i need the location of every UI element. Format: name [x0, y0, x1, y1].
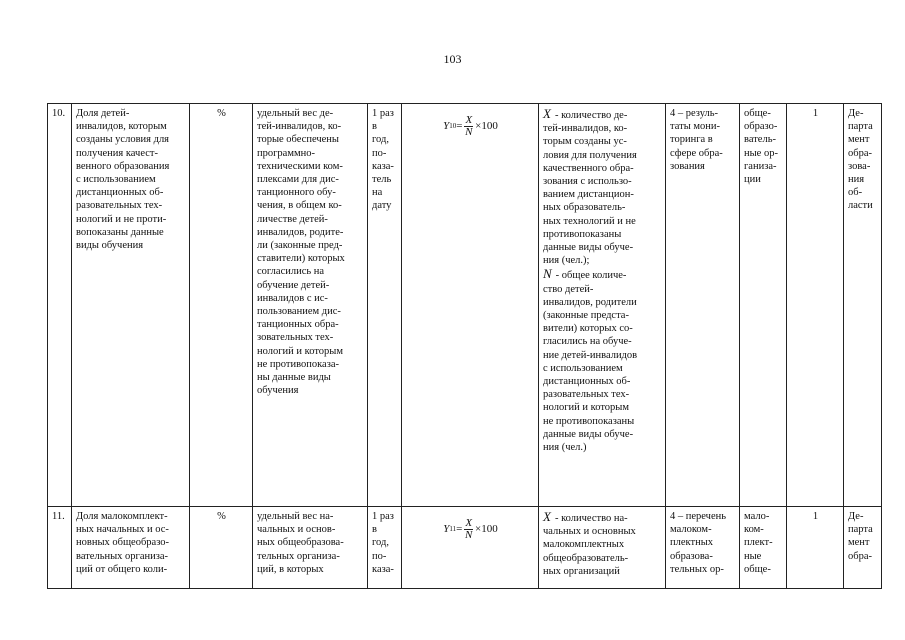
text-line: ные [744, 550, 762, 562]
scope [740, 104, 787, 507]
text-line: зования с использо- [543, 176, 632, 188]
text-line: ганиза- [744, 160, 777, 172]
text-line: ных технологий и не [543, 215, 636, 227]
text-line: с использованием [543, 362, 623, 374]
text-line: парта [848, 524, 873, 536]
text-line: малокомплектных [543, 539, 625, 551]
text-line: танционных обра- [257, 319, 339, 331]
text-line: ных общеобразова- [257, 537, 344, 549]
text-line: разовательных тех- [76, 200, 163, 212]
variable-x-head [543, 510, 662, 525]
text-line: созданы условия для [76, 134, 170, 146]
text-line: ния (чел.); [543, 255, 590, 267]
text-line: качественного обра- [543, 162, 634, 174]
text-line: обще- [744, 563, 771, 575]
text-line: в [372, 524, 377, 536]
fraction-numerator: X [465, 517, 473, 529]
text-line: - количество на- [554, 513, 628, 524]
text-line: ласти [848, 200, 873, 212]
text-line: тельных ор- [670, 563, 724, 575]
code: 1 [787, 104, 844, 507]
formula [406, 518, 535, 541]
text-line: ные ор- [744, 147, 778, 159]
text-line: образова- [670, 550, 713, 562]
text-line: мент [848, 134, 870, 146]
data-source [666, 507, 740, 589]
text-line: об- [848, 187, 863, 199]
variable-x-symbol: X [543, 509, 551, 524]
text-line: получения качест- [76, 147, 158, 159]
text-line: 1 раз [372, 108, 394, 119]
text-line: обучение детей- [257, 279, 330, 291]
text-line: ватель- [744, 134, 776, 146]
text-line: чальных и основных [543, 526, 636, 538]
text-line: ных начальных и ос- [76, 524, 169, 536]
text-line: ство детей- [543, 283, 594, 295]
text-line: нологий и не проти- [76, 213, 167, 225]
text-line: данные виды обуче- [543, 428, 634, 440]
text-line: Доля малокомплект- [76, 511, 168, 522]
text-line: ния [848, 174, 865, 186]
text-line: инвалидов, родите- [257, 226, 344, 238]
text-line: дату [372, 200, 392, 212]
indicator-name [72, 104, 190, 507]
formula-multiplier: ×100 [475, 522, 498, 535]
text-line: личестве детей- [257, 213, 328, 225]
text-line: сфере обра- [670, 147, 723, 159]
text-line: торые обеспечены [257, 134, 339, 146]
text-line: нологий и которым [543, 402, 629, 414]
text-line: обра- [848, 550, 872, 562]
variable-n-head [543, 267, 662, 282]
text-line: пользованием дис- [257, 306, 341, 318]
text-line: по- [372, 147, 387, 159]
text-line: новных общеобразо- [76, 537, 170, 549]
text-line: противопоказаны [543, 228, 622, 240]
text-line: обра- [848, 147, 872, 159]
text-line: Де- [848, 511, 864, 522]
unit: % [190, 104, 253, 507]
data-source [666, 104, 740, 507]
text-line: зова- [848, 160, 871, 172]
text-line: инвалидов с ис- [257, 292, 328, 304]
text-line: ставители) которых [257, 253, 345, 265]
text-line: танционного обу- [257, 187, 336, 199]
text-line: обучения [257, 385, 299, 397]
formula-cell [402, 507, 539, 589]
variable-n-symbol: N [543, 266, 552, 282]
variable-x-head [543, 107, 662, 122]
text-line: чения, в общем ко- [257, 200, 342, 212]
text-line: Де- [848, 108, 864, 119]
formula [406, 115, 535, 138]
text-line: каза- [372, 160, 394, 172]
variables-description [539, 507, 666, 589]
formula-cell [402, 104, 539, 507]
text-line: год, [372, 134, 389, 146]
text-line: зовательных тех- [257, 332, 334, 344]
responsible [844, 104, 882, 507]
text-line: ций, в которых [257, 563, 324, 575]
text-line: инвалидов, которым [76, 121, 167, 133]
fraction-denominator: N [465, 126, 473, 138]
text-line: ком- [744, 524, 764, 536]
table-row [48, 104, 882, 507]
indicator-definition [253, 507, 368, 589]
text-line: образо- [744, 121, 778, 133]
text-line: дистанционных об- [543, 376, 631, 388]
text-line: по- [372, 550, 387, 562]
text-line: ных образователь- [543, 202, 626, 214]
text-line: ванием дистанцион- [543, 189, 634, 201]
variable-x-symbol: X [543, 106, 551, 121]
row-number: 11. [48, 507, 72, 589]
text-line: торинга в [670, 134, 713, 146]
indicator-name [72, 507, 190, 589]
text-line: 4 – резуль- [670, 108, 719, 119]
text-line: ловия для получения [543, 149, 637, 161]
text-line: зования [670, 160, 705, 172]
text-line: согласились на [257, 266, 325, 278]
text-line: торым созданы ус- [543, 136, 627, 148]
unit: % [190, 507, 253, 589]
page-number: 103 [443, 52, 462, 66]
text-line: удельный вес на- [257, 511, 334, 522]
formula-fraction [464, 518, 473, 541]
text-line: каза- [372, 563, 394, 575]
fraction-numerator: X [465, 114, 473, 126]
text-line: с использованием [76, 174, 156, 186]
text-line: инвалидов, родители [543, 296, 637, 308]
text-line: плектных [670, 537, 713, 549]
text-line: - количество де- [554, 110, 628, 121]
formula-fraction [464, 115, 473, 138]
formula-equals: = [456, 522, 463, 535]
text-line: плект- [744, 537, 773, 549]
text-line: удельный вес де- [257, 108, 334, 119]
text-line: таты мони- [670, 121, 721, 133]
text-line: вательных организа- [76, 550, 169, 562]
text-line: Доля детей- [76, 108, 130, 119]
text-line: венного образования [76, 160, 170, 172]
text-line: общеобразователь- [543, 552, 629, 564]
text-line: чальных и основ- [257, 524, 336, 536]
text-line: на [372, 187, 383, 199]
text-line: ние детей-инвалидов [543, 349, 638, 361]
text-line: плексами для дис- [257, 174, 339, 186]
text-line: техническими ком- [257, 160, 343, 172]
text-line: (законные предста- [543, 310, 629, 322]
formula-subscript: 10 [449, 121, 457, 130]
formula-lhs: Y [443, 522, 450, 535]
text-line: данные виды обуче- [543, 242, 634, 254]
text-line: не противопоказаны [543, 415, 635, 427]
formula-lhs: Y [443, 119, 450, 132]
row-number: 10. [48, 104, 72, 507]
text-line: нологий и которым [257, 345, 343, 357]
formula-subscript: 11 [449, 524, 457, 533]
indicator-definition [253, 104, 368, 507]
text-line: 1 раз [372, 511, 394, 522]
text-line: ния (чел.) [543, 442, 587, 454]
code: 1 [787, 507, 844, 589]
text-line: обще- [744, 108, 771, 119]
text-line: ли (законные пред- [257, 240, 343, 252]
periodicity [368, 104, 402, 507]
text-line: парта [848, 121, 873, 133]
text-line: дистанционных об- [76, 187, 164, 199]
text-line: тей-инвалидов, ко- [543, 123, 628, 135]
formula-multiplier: ×100 [475, 119, 498, 132]
formula-equals: = [456, 119, 463, 132]
table-row [48, 507, 882, 589]
text-line: 4 – перечень [670, 511, 727, 522]
text-line: программно- [257, 147, 315, 159]
text-line: малоком- [670, 524, 712, 536]
text-line: мало- [744, 511, 770, 522]
text-line: - общее количе- [555, 270, 627, 282]
text-line: разовательных тех- [543, 389, 630, 401]
text-line: тей-инвалидов, ко- [257, 121, 342, 133]
text-line: тель [372, 174, 392, 186]
fraction-denominator: N [465, 529, 473, 541]
text-line: вопоказаны данные [76, 226, 164, 238]
text-line: ций от общего коли- [76, 563, 168, 575]
text-line: ны данные виды [257, 372, 331, 384]
text-line: ных организаций [543, 565, 620, 577]
text-line: тельных организа- [257, 550, 340, 562]
indicator-table [47, 103, 882, 589]
text-line: в [372, 121, 377, 133]
text-line: ции [744, 174, 761, 186]
text-line: мент [848, 537, 870, 549]
periodicity [368, 507, 402, 589]
text-line: вители) которых со- [543, 323, 633, 335]
scope [740, 507, 787, 589]
responsible [844, 507, 882, 589]
text-line: гласились на обуче- [543, 336, 632, 348]
text-line: не противопоказа- [257, 358, 340, 370]
text-line: год, [372, 537, 389, 549]
text-line: виды обучения [76, 240, 144, 252]
variables-description [539, 104, 666, 507]
